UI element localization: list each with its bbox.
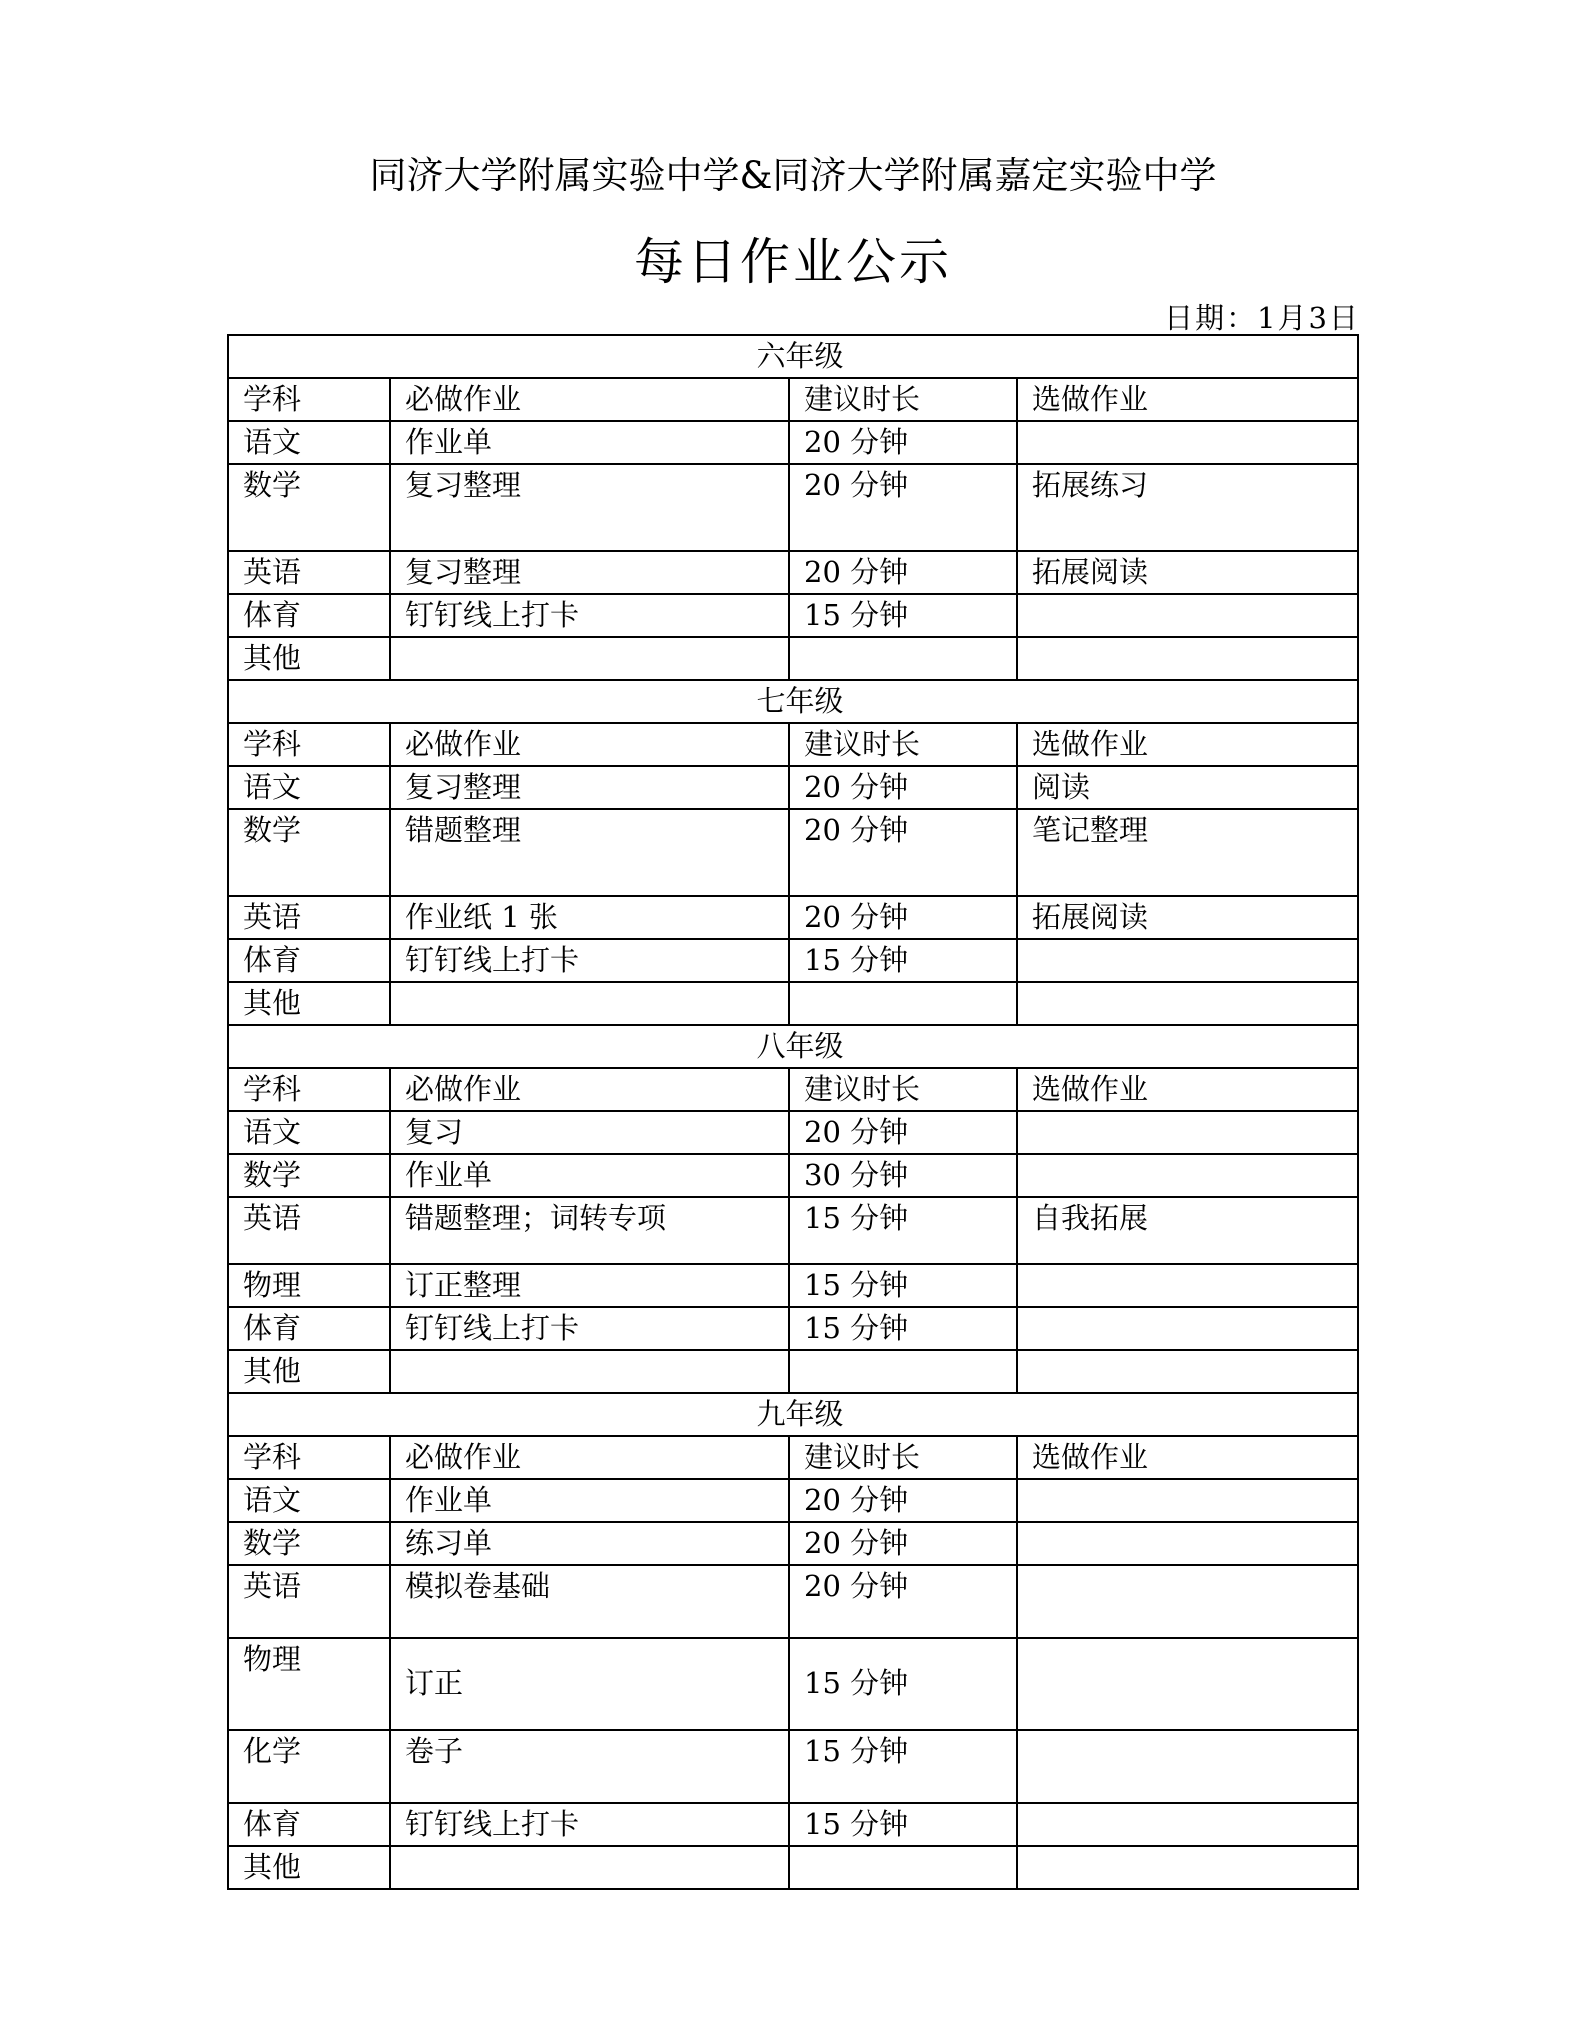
required-cell: 错题整理；词转专项: [390, 1197, 789, 1264]
optional-cell: 拓展阅读: [1017, 896, 1358, 939]
required-cell: 练习单: [390, 1522, 789, 1565]
required-cell: 作业单: [390, 421, 789, 464]
duration-cell: [789, 1846, 1017, 1889]
table-row: [228, 464, 1358, 551]
optional-cell: [1017, 1479, 1358, 1522]
optional-cell: [1017, 939, 1358, 982]
duration-cell: [789, 1350, 1017, 1393]
optional-header: 选做作业: [1017, 1436, 1358, 1479]
required-cell: 钉钉线上打卡: [390, 594, 789, 637]
required-cell: 钉钉线上打卡: [390, 939, 789, 982]
required-cell: [390, 1846, 789, 1889]
optional-cell: 阅读: [1017, 766, 1358, 809]
subject-cell: 数学: [228, 464, 390, 551]
duration-cell: 20 分钟: [789, 1522, 1017, 1565]
subject-header: 学科: [228, 723, 390, 766]
optional-cell: [1017, 1111, 1358, 1154]
table-row: [228, 1803, 1358, 1846]
required-cell: 作业纸 1 张: [390, 896, 789, 939]
duration-cell: 15 分钟: [789, 939, 1017, 982]
duration-cell: 30 分钟: [789, 1154, 1017, 1197]
required-cell: [390, 982, 789, 1025]
duration-header: 建议时长: [789, 1436, 1017, 1479]
duration-cell: 15 分钟: [789, 594, 1017, 637]
subject-cell: 其他: [228, 1846, 390, 1889]
subject-cell: 体育: [228, 939, 390, 982]
table-row: [228, 637, 1358, 680]
column-header-row: [228, 723, 1358, 766]
subject-cell: 体育: [228, 1803, 390, 1846]
optional-cell: [1017, 594, 1358, 637]
duration-cell: 20 分钟: [789, 1479, 1017, 1522]
homework-table: [227, 334, 1359, 1890]
required-cell: 卷子: [390, 1730, 789, 1803]
subject-header: 学科: [228, 378, 390, 421]
subject-cell: 英语: [228, 896, 390, 939]
required-cell: 订正整理: [390, 1264, 789, 1307]
optional-header: 选做作业: [1017, 378, 1358, 421]
table-row: [228, 1264, 1358, 1307]
table-row: [228, 1350, 1358, 1393]
column-header-row: [228, 378, 1358, 421]
optional-cell: [1017, 1264, 1358, 1307]
required-header: 必做作业: [390, 1436, 789, 1479]
table-row: [228, 1846, 1358, 1889]
grade-header-row: [228, 335, 1358, 378]
table-row: [228, 809, 1358, 896]
school-name: 同济大学附属实验中学&同济大学附属嘉定实验中学: [369, 154, 1217, 197]
duration-cell: 15 分钟: [789, 1307, 1017, 1350]
subject-cell: 其他: [228, 982, 390, 1025]
duration-cell: 20 分钟: [789, 1111, 1017, 1154]
optional-cell: [1017, 1522, 1358, 1565]
duration-cell: 20 分钟: [789, 551, 1017, 594]
subject-cell: 英语: [228, 551, 390, 594]
optional-cell: [1017, 421, 1358, 464]
duration-cell: 20 分钟: [789, 464, 1017, 551]
required-cell: 订正: [390, 1638, 789, 1730]
subject-cell: 英语: [228, 1565, 390, 1638]
subject-cell: 其他: [228, 637, 390, 680]
duration-cell: 20 分钟: [789, 766, 1017, 809]
required-cell: 复习整理: [390, 464, 789, 551]
column-header-row: [228, 1436, 1358, 1479]
subject-cell: 英语: [228, 1197, 390, 1264]
table-row: [228, 766, 1358, 809]
optional-cell: [1017, 1730, 1358, 1803]
required-cell: 复习整理: [390, 766, 789, 809]
subject-cell: 其他: [228, 1350, 390, 1393]
table-row: [228, 1111, 1358, 1154]
subject-cell: 体育: [228, 1307, 390, 1350]
required-cell: 复习: [390, 1111, 789, 1154]
duration-header: 建议时长: [789, 378, 1017, 421]
required-cell: 钉钉线上打卡: [390, 1307, 789, 1350]
date-label: 日期：1月3日: [1164, 301, 1360, 335]
subject-header: 学科: [228, 1068, 390, 1111]
optional-cell: [1017, 1154, 1358, 1197]
grade-title: 八年级: [228, 1025, 1358, 1068]
optional-cell: [1017, 637, 1358, 680]
table-row: [228, 1638, 1358, 1730]
grade-header-row: [228, 680, 1358, 723]
subject-cell: 物理: [228, 1638, 390, 1730]
required-header: 必做作业: [390, 1068, 789, 1111]
required-header: 必做作业: [390, 378, 789, 421]
duration-cell: [789, 637, 1017, 680]
duration-cell: 20 分钟: [789, 809, 1017, 896]
subject-cell: 体育: [228, 594, 390, 637]
table-row: [228, 1197, 1358, 1264]
subject-cell: 语文: [228, 766, 390, 809]
table-row: [228, 896, 1358, 939]
optional-cell: [1017, 982, 1358, 1025]
optional-cell: [1017, 1565, 1358, 1638]
optional-cell: [1017, 1803, 1358, 1846]
grade-title: 六年级: [228, 335, 1358, 378]
required-cell: 错题整理: [390, 809, 789, 896]
subject-cell: 语文: [228, 421, 390, 464]
required-cell: [390, 1350, 789, 1393]
grade-header-row: [228, 1393, 1358, 1436]
optional-cell: [1017, 1638, 1358, 1730]
subject-cell: 语文: [228, 1111, 390, 1154]
duration-cell: 20 分钟: [789, 1565, 1017, 1638]
optional-cell: [1017, 1307, 1358, 1350]
optional-cell: 拓展阅读: [1017, 551, 1358, 594]
required-cell: 作业单: [390, 1479, 789, 1522]
duration-cell: 15 分钟: [789, 1264, 1017, 1307]
table-row: [228, 594, 1358, 637]
table-row: [228, 939, 1358, 982]
duration-cell: 15 分钟: [789, 1197, 1017, 1264]
optional-header: 选做作业: [1017, 723, 1358, 766]
table-row: [228, 1730, 1358, 1803]
homework-table-body: [228, 335, 1358, 1889]
duration-header: 建议时长: [789, 1068, 1017, 1111]
table-row: [228, 1522, 1358, 1565]
subject-cell: 语文: [228, 1479, 390, 1522]
table-row: [228, 421, 1358, 464]
grade-title: 七年级: [228, 680, 1358, 723]
required-cell: 复习整理: [390, 551, 789, 594]
grade-header-row: [228, 1025, 1358, 1068]
table-row: [228, 551, 1358, 594]
optional-cell: 自我拓展: [1017, 1197, 1358, 1264]
table-row: [228, 1307, 1358, 1350]
subject-cell: 数学: [228, 1154, 390, 1197]
required-cell: [390, 637, 789, 680]
duration-cell: 20 分钟: [789, 421, 1017, 464]
subject-cell: 数学: [228, 1522, 390, 1565]
required-cell: 模拟卷基础: [390, 1565, 789, 1638]
duration-cell: 15 分钟: [789, 1803, 1017, 1846]
subject-cell: 物理: [228, 1264, 390, 1307]
subject-header: 学科: [228, 1436, 390, 1479]
optional-header: 选做作业: [1017, 1068, 1358, 1111]
optional-cell: 笔记整理: [1017, 809, 1358, 896]
subject-cell: 数学: [228, 809, 390, 896]
grade-title: 九年级: [228, 1393, 1358, 1436]
table-row: [228, 1479, 1358, 1522]
optional-cell: [1017, 1846, 1358, 1889]
duration-cell: 15 分钟: [789, 1638, 1017, 1730]
duration-header: 建议时长: [789, 723, 1017, 766]
duration-cell: 20 分钟: [789, 896, 1017, 939]
table-row: [228, 1154, 1358, 1197]
column-header-row: [228, 1068, 1358, 1111]
optional-cell: 拓展练习: [1017, 464, 1358, 551]
table-row: [228, 1565, 1358, 1638]
duration-cell: [789, 982, 1017, 1025]
optional-cell: [1017, 1350, 1358, 1393]
table-row: [228, 982, 1358, 1025]
required-header: 必做作业: [390, 723, 789, 766]
required-cell: 钉钉线上打卡: [390, 1803, 789, 1846]
duration-cell: 15 分钟: [789, 1730, 1017, 1803]
required-cell: 作业单: [390, 1154, 789, 1197]
page-title: 每日作业公示: [634, 233, 952, 291]
subject-cell: 化学: [228, 1730, 390, 1803]
